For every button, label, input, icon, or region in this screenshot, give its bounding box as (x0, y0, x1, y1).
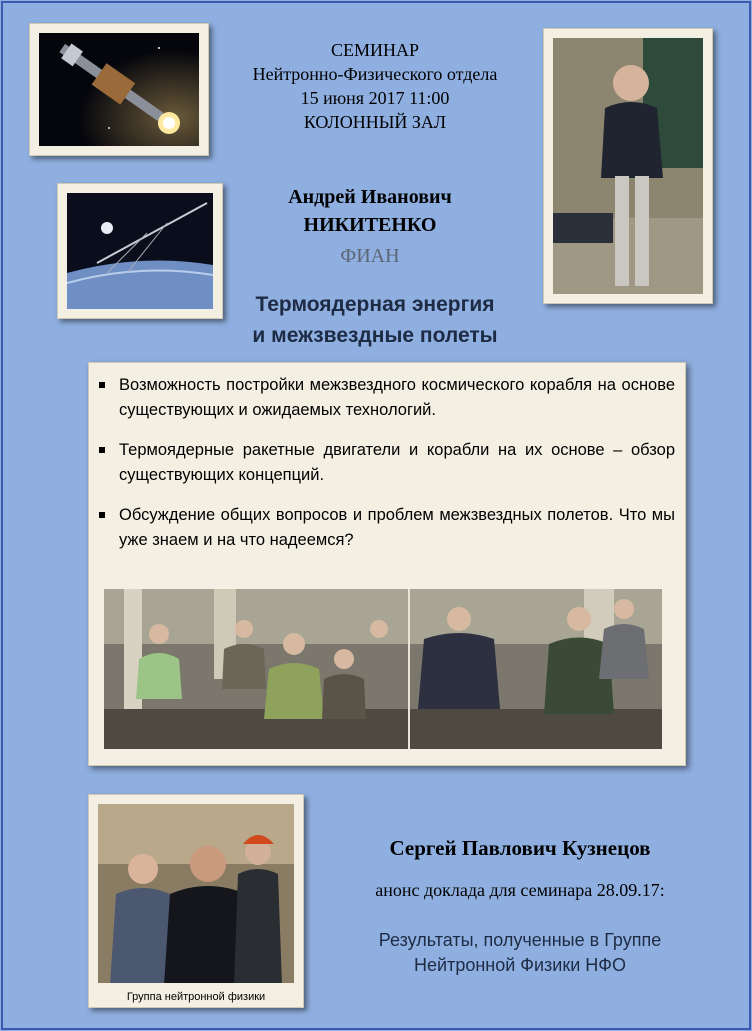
abstract-box (88, 362, 686, 766)
abstract-item: Обсуждение общих вопросов и проблем межзвездных полетов. Что мы уже знаем и на что надеемся? (99, 503, 675, 553)
abstract-item: Возможность постройки межзвездного космического корабля на основе существующих и ожидаемых технологий. (99, 373, 675, 423)
talk-title (210, 289, 540, 351)
bullet-icon (99, 447, 105, 453)
seminar-label: СЕМИНАР (330, 40, 419, 60)
seminar-datetime: 15 июня 2017 11:00 (300, 88, 450, 108)
audience-photo (104, 589, 662, 749)
bullet-icon (99, 382, 105, 388)
next-announcement: анонс доклада для семинара 28.09.17: (375, 880, 665, 900)
next-speaker-name: Сергей Павлович Кузнецов (389, 836, 651, 860)
seminar-venue: КОЛОННЫЙ ЗАЛ (303, 112, 447, 132)
group-photo-caption: Группа нейтронной физики (126, 991, 266, 1003)
next-talk-title (330, 928, 710, 978)
speaker-first-names: Андрей Иванович (288, 186, 452, 208)
abstract-list (99, 373, 675, 568)
spaceship-image-top (29, 23, 209, 156)
speaker-name (230, 183, 510, 239)
next-talk-title-line2: Нейтронной Физики НФО (414, 955, 626, 975)
seminar-header (210, 38, 540, 134)
speaker-organization: ФИАН (340, 245, 400, 267)
department-name: Нейтронно-Физического отдела (252, 64, 498, 84)
group-photo (88, 794, 304, 1008)
abstract-item: Термоядерные ракетные двигатели и корабли на их основе – обзор существующих концепций. (99, 438, 675, 488)
spaceship-image-orbit (57, 183, 223, 319)
next-talk-title-line1: Результаты, полученные в Группе (378, 930, 662, 950)
talk-title-line1: Термоядерная энергия (255, 293, 495, 316)
speaker-surname: НИКИТЕНКО (303, 214, 437, 236)
bullet-icon (99, 512, 105, 518)
talk-title-line2: и межзвездные полеты (252, 324, 498, 347)
speaker-photo (543, 28, 713, 304)
